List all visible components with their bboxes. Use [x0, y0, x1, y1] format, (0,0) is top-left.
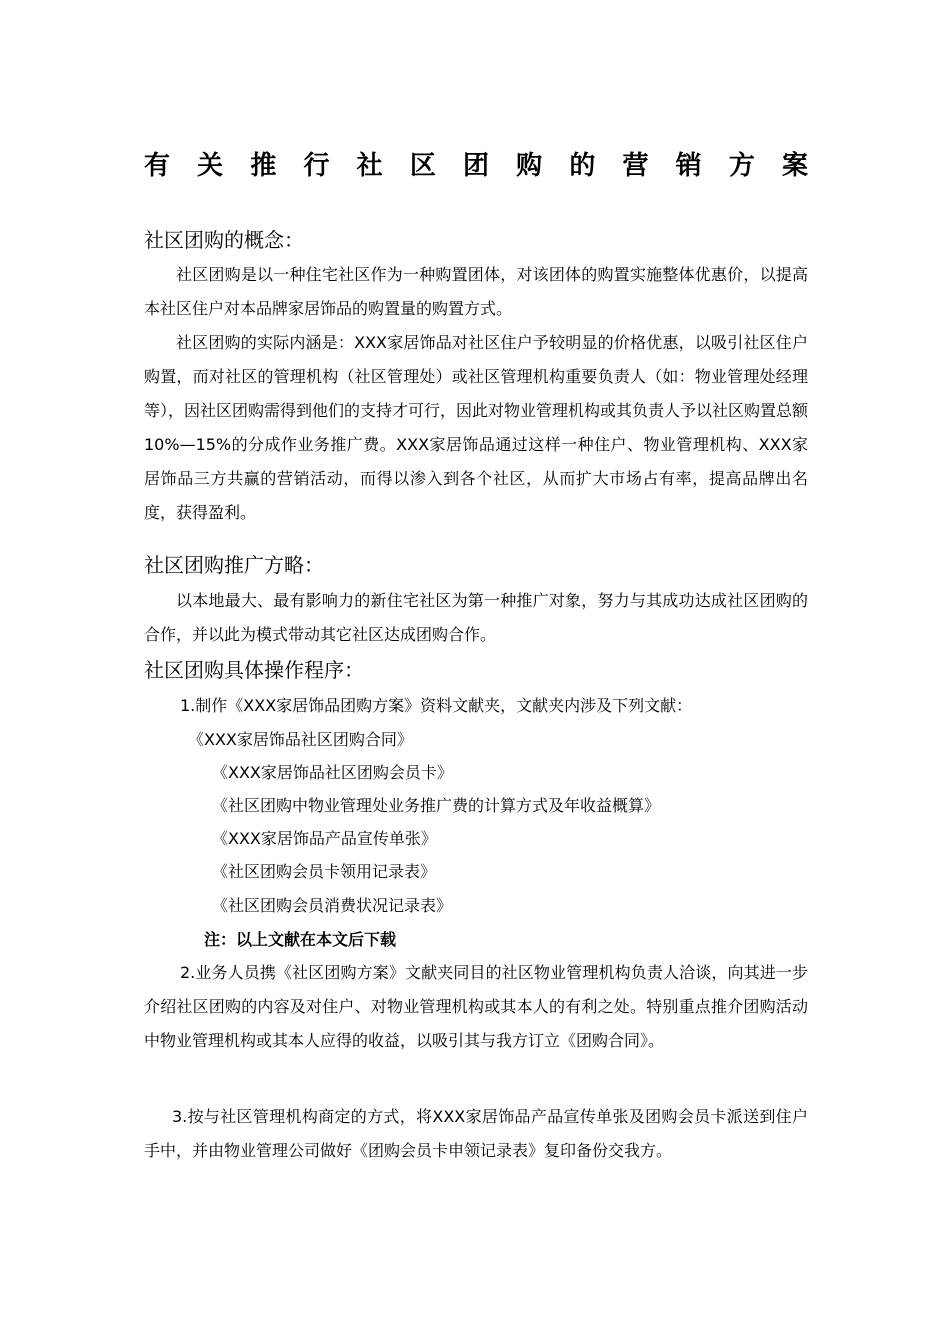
- download-note: 注：以上文献在本文后下载: [204, 930, 397, 949]
- document-list-item: 《XXX家居饰品社区团购会员卡》: [212, 763, 453, 782]
- procedure-step-1: 1.制作《XXX家居饰品团购方案》资料文献夹，文献夹内涉及下列文献：: [180, 696, 693, 715]
- procedure-step-3: 3.按与社区管理机构商定的方式，将XXX家居饰品产品宣传单张及团购会员卡派送到住户手中，并由物业管理公司做好《团购会员卡申领记录表》复印备份交我方。: [144, 1107, 808, 1160]
- procedure-step-2: 2.业务人员携《社区团购方案》文献夹同目的社区物业管理机构负责人洽谈，向其进一步介绍社区团购的内容及对住户、对物业管理机构或其本人的有利之处。特别重点推介团购活动中物业管理机构或其本人应得的收益，以吸引其与我方订立《团购合同》。: [144, 963, 808, 1050]
- strategy-paragraph-1: 以本地最大、最有影响力的新住宅社区为第一种推广对象，努力与其成功达成社区团购的合作，并以此为模式带动其它社区达成团购合作。: [144, 591, 808, 644]
- document-title: 有关推行社区团购的营销方案: [144, 151, 808, 181]
- document-list-item: 《社区团购会员消费状况记录表》: [212, 896, 453, 915]
- section-heading-strategy: 社区团购推广方略：: [144, 553, 324, 577]
- section-heading-procedure: 社区团购具体操作程序：: [144, 658, 364, 682]
- concept-paragraph-1: 社区团购是以一种住宅社区作为一种购置团体，对该团体的购置实施整体优惠价，以提高本社区住户对本品牌家居饰品的购置量的购置方式。: [144, 265, 808, 318]
- document-list-item: 《XXX家居饰品产品宣传单张》: [212, 829, 437, 848]
- section-heading-concept: 社区团购的概念：: [144, 228, 304, 252]
- document-list-item: 《XXX家居饰品社区团购合同》: [188, 730, 413, 749]
- document-list-item: 《社区团购中物业管理处业务推广费的计算方式及年收益概算》: [212, 796, 661, 815]
- concept-paragraph-2: 社区团购的实际内涵是：XXX家居饰品对社区住户予较明显的价格优惠，以吸引社区住户购置，而对社区的管理机构（社区管理处）或社区管理机构重要负责人（如：物业管理处经理等），因社区团购需得到他们的支持才可行，因此对物业管理机构或其负责人予以社区购置总额10%—15%的分成作业务推广费。XXX家居饰品通过这样一种住户、物业管理机构、XXX家居饰品三方共赢的营销活动，而得以渗入到各个社区，从而扩大市场占有率，提高品牌出名度，获得盈利。: [144, 333, 809, 522]
- document-list-item: 《社区团购会员卡领用记录表》: [212, 862, 437, 881]
